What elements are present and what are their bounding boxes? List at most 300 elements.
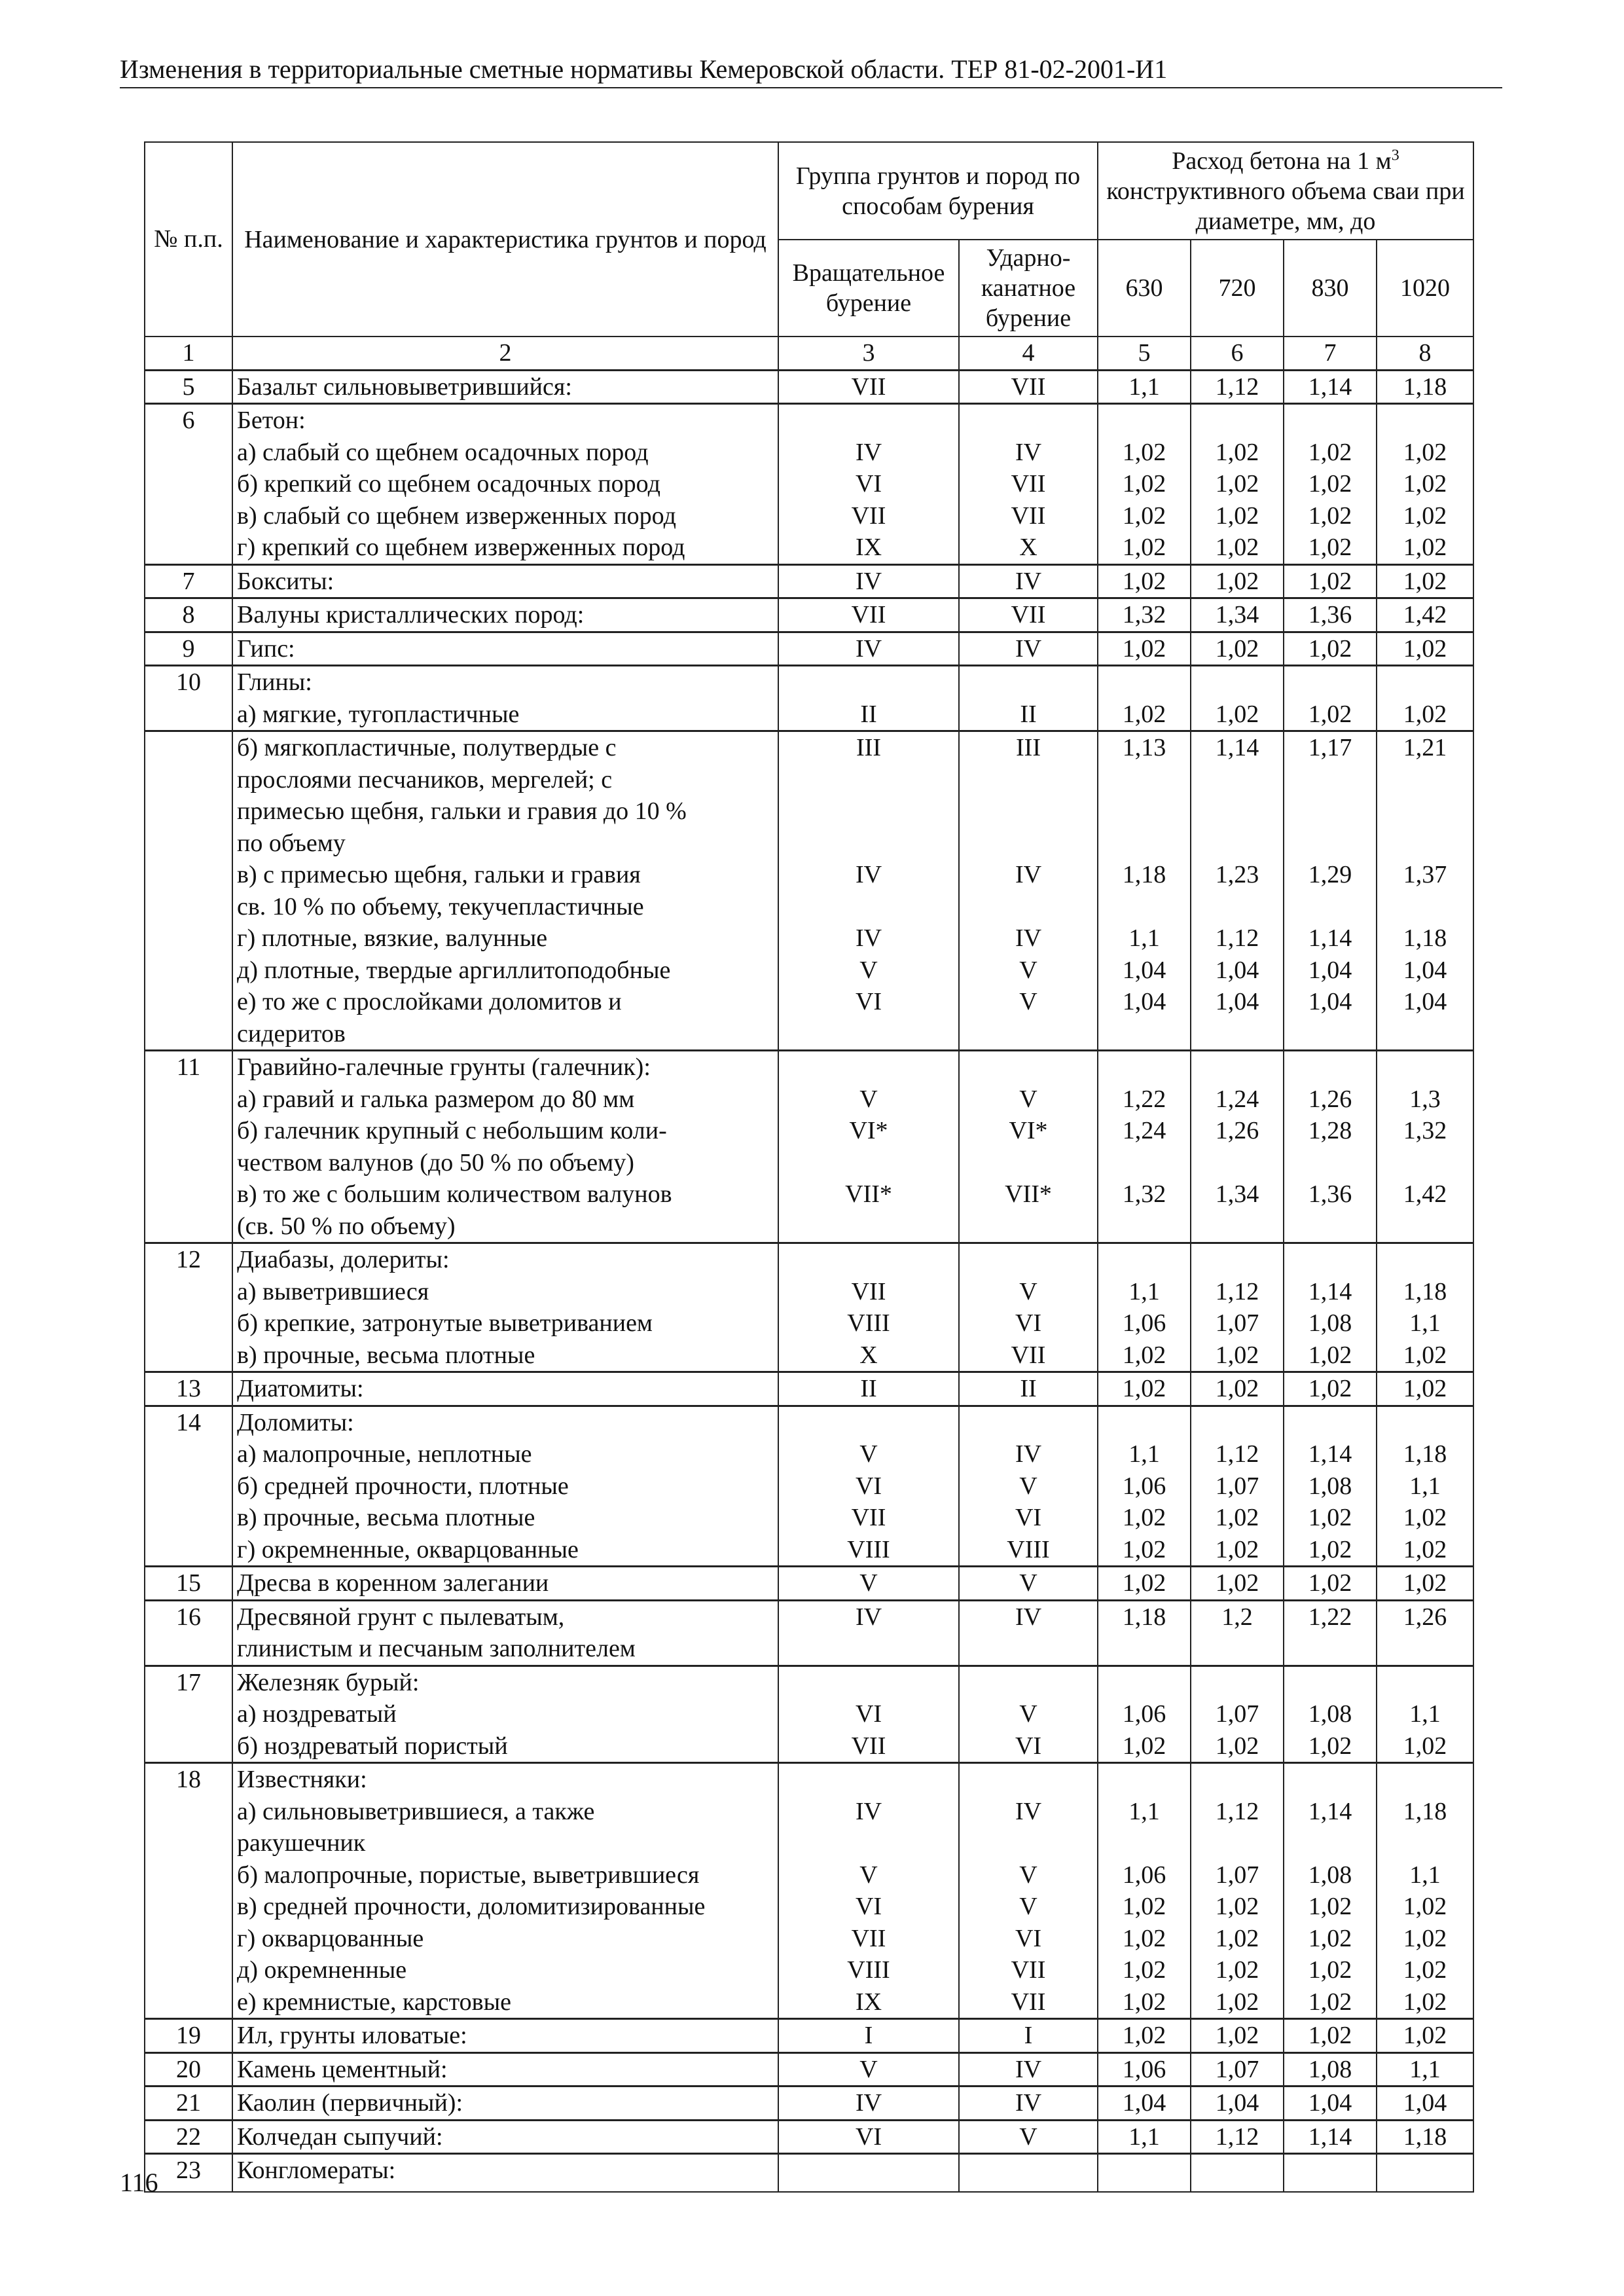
row-number: 16	[145, 1600, 232, 1666]
row-number: 10	[145, 666, 232, 731]
group-value: IV	[855, 438, 882, 466]
row-name	[232, 564, 778, 598]
col-number: 7	[1284, 337, 1377, 370]
line-text: г) окремненные, окварцованные	[237, 1535, 579, 1563]
row-name	[232, 1763, 778, 2019]
consumption-value: 1,3	[1409, 1085, 1441, 1113]
line-text: Диатомиты:	[237, 1375, 364, 1402]
consumption-value: 1,22	[1308, 1603, 1352, 1631]
consumption-value: 1,02	[1403, 470, 1447, 498]
consumption-value: 1,02	[1122, 470, 1166, 498]
consumption-cell	[1191, 564, 1284, 598]
consumption-cell	[1377, 404, 1473, 565]
consumption-value: 1,32	[1122, 601, 1166, 629]
group-value: IV	[1015, 634, 1042, 663]
group-value	[964, 1018, 1093, 1050]
group-value	[964, 1407, 1093, 1439]
consumption-cell	[1191, 2019, 1284, 2053]
consumption-value	[1288, 405, 1372, 437]
consumption-cell	[1191, 2120, 1284, 2154]
consumption-value	[1102, 1147, 1186, 1179]
table-row	[145, 1600, 1473, 1666]
group-value	[964, 405, 1093, 437]
group-value: V	[1019, 1472, 1038, 1500]
group-value	[783, 1018, 954, 1050]
consumption-value: 1,02	[1215, 1924, 1259, 1952]
group-value: VI	[855, 470, 882, 498]
line-text: Гравийно-галечные грунты (галечник):	[237, 1053, 651, 1081]
consumption-value: 1,02	[1122, 1732, 1166, 1760]
consumption-value: 1,13	[1122, 734, 1166, 761]
line-text: а) выветрившиеся	[237, 1277, 429, 1305]
consumption-cell	[1284, 2086, 1377, 2121]
row-number: 23	[145, 2154, 232, 2192]
percussion-group-cell	[959, 731, 1098, 1051]
line-text: в) средней прочности, доломитизированные	[237, 1893, 706, 1920]
consumption-cell	[1377, 1406, 1473, 1567]
group-value: II	[860, 700, 877, 728]
consumption-value: 1,18	[1403, 373, 1447, 401]
group-value: VII	[851, 1924, 886, 1952]
consumption-cell	[1377, 2086, 1473, 2121]
group-value: V	[1019, 2123, 1038, 2151]
consumption-value: 1,06	[1122, 2055, 1166, 2083]
line-text: Дресва в коренном залегании	[237, 1569, 549, 1597]
group-value: V	[859, 956, 878, 984]
consumption-value	[1381, 1211, 1469, 1243]
group-value	[783, 405, 954, 437]
row-name	[232, 632, 778, 666]
consumption-cell	[1377, 1666, 1473, 1763]
consumption-cell	[1098, 2019, 1191, 2053]
consumption-cell	[1377, 2052, 1473, 2086]
line-text: Железняк бурый:	[237, 1668, 420, 1696]
row-name	[232, 1600, 778, 1666]
consumption-value: 1,02	[1308, 1924, 1352, 1952]
table-row	[145, 1763, 1473, 2019]
rotary-group-cell	[778, 598, 959, 632]
consumption-value	[1381, 1407, 1469, 1439]
group-value: I	[864, 2022, 873, 2049]
consumption-value: 1,06	[1122, 1700, 1166, 1728]
consumption-value	[1381, 2155, 1469, 2187]
row-number: 13	[145, 1372, 232, 1406]
group-value: VI*	[849, 1117, 888, 1144]
consumption-cell	[1284, 1567, 1377, 1601]
rotary-group-cell	[778, 632, 959, 666]
consumption-value	[1102, 764, 1186, 796]
line-text: в) прочные, весьма плотные	[237, 1341, 535, 1369]
consumption-cell	[1098, 1567, 1191, 1601]
line-text: е) кремнистые, карстовые	[237, 1988, 512, 2016]
consumption-cell	[1284, 564, 1377, 598]
consumption-cell	[1377, 564, 1473, 598]
percussion-group-cell	[959, 370, 1098, 404]
group-value: VII	[851, 501, 886, 530]
consumption-cell	[1098, 1666, 1191, 1763]
rotary-group-cell	[778, 2086, 959, 2121]
header-d720: 720	[1191, 240, 1284, 337]
group-value: IV	[1015, 567, 1042, 595]
consumption-value: 1,02	[1122, 438, 1166, 466]
consumption-value: 1,02	[1308, 438, 1352, 466]
consumption-cell	[1284, 1763, 1377, 2019]
consumption-value	[1381, 1827, 1469, 1859]
group-value: VI	[1015, 1924, 1042, 1952]
consumption-value: 1,24	[1215, 1085, 1259, 1113]
consumption-value: 1,02	[1308, 2022, 1352, 2049]
consumption-cell	[1377, 1051, 1473, 1243]
consumption-value: 1,1	[1409, 1472, 1441, 1500]
consumption-value: 1,02	[1122, 567, 1166, 595]
consumption-cell	[1284, 632, 1377, 666]
rotary-group-cell	[778, 666, 959, 731]
consumption-value: 1,02	[1403, 438, 1447, 466]
consumption-value: 1,2	[1221, 1603, 1253, 1631]
consumption-value	[1102, 1667, 1186, 1699]
rotary-group-cell	[778, 731, 959, 1051]
consumption-value	[1381, 1147, 1469, 1179]
consumption-value: 1,02	[1308, 1956, 1352, 1984]
group-value: X	[859, 1341, 878, 1369]
consumption-value: 1,14	[1308, 1440, 1352, 1468]
row-number: 20	[145, 2052, 232, 2086]
consumption-cell	[1191, 731, 1284, 1051]
line-text: по объему	[237, 829, 346, 857]
table-row	[145, 1666, 1473, 1763]
consumption-value	[1288, 891, 1372, 923]
consumption-cell	[1284, 370, 1377, 404]
header-group: Группа грунтов и пород по способам бурения	[778, 142, 1098, 240]
header-d830: 830	[1284, 240, 1377, 337]
percussion-group-cell	[959, 666, 1098, 731]
percussion-group-cell	[959, 1243, 1098, 1372]
consumption-value: 1,02	[1122, 1956, 1166, 1984]
row-number: 15	[145, 1567, 232, 1601]
group-value	[964, 828, 1093, 860]
consumption-cell	[1284, 1243, 1377, 1372]
percussion-group-cell	[959, 2120, 1098, 2154]
percussion-group-cell	[959, 1600, 1098, 1666]
line-text: а) малопрочные, неплотные	[237, 1440, 532, 1468]
row-name	[232, 1243, 778, 1372]
table-row	[145, 2120, 1473, 2154]
consumption-value: 1,02	[1215, 501, 1259, 530]
line-text: г) крепкий со щебнем изверженных пород	[237, 534, 685, 561]
consumption-value: 1,02	[1403, 1569, 1447, 1597]
group-value: II	[1020, 700, 1037, 728]
percussion-group-cell	[959, 564, 1098, 598]
consumption-value: 1,02	[1122, 534, 1166, 561]
consumption-cell	[1377, 598, 1473, 632]
consumption-cell	[1377, 632, 1473, 666]
consumption-cell	[1098, 1372, 1191, 1406]
group-value: VII	[851, 1504, 886, 1531]
line-text: Доломиты:	[237, 1408, 354, 1436]
consumption-value	[1381, 764, 1469, 796]
line-text: глинистым и песчаным заполнителем	[237, 1635, 636, 1662]
group-value: VIII	[847, 1535, 890, 1563]
consumption-value: 1,37	[1403, 861, 1447, 888]
group-value: IV	[855, 634, 882, 663]
consumption-value	[1195, 1051, 1279, 1084]
consumption-value: 1,18	[1122, 861, 1166, 888]
line-text: б) галечник крупный с небольшим коли-	[237, 1117, 667, 1144]
row-number: 8	[145, 598, 232, 632]
consumption-value	[1195, 405, 1279, 437]
table-row	[145, 598, 1473, 632]
consumption-value: 1,1	[1128, 2123, 1160, 2151]
table-row	[145, 2086, 1473, 2121]
consumption-cell	[1284, 1372, 1377, 1406]
row-number	[145, 731, 232, 1051]
consumption-value	[1288, 1827, 1372, 1859]
page-number: 116	[120, 2168, 158, 2197]
consumption-value: 1,02	[1215, 1504, 1259, 1531]
line-text: примесью щебня, гальки и гравия до 10 %	[237, 797, 687, 825]
consumption-value: 1,18	[1403, 1440, 1447, 1468]
consumption-value	[1102, 1018, 1186, 1050]
group-value	[964, 1051, 1093, 1084]
group-value: V	[1019, 1085, 1038, 1113]
consumption-value: 1,1	[1128, 1277, 1160, 1305]
rotary-group-cell	[778, 2052, 959, 2086]
row-name	[232, 731, 778, 1051]
rotary-group-cell	[778, 1406, 959, 1567]
group-value: VII	[851, 373, 886, 401]
consumption-cell	[1191, 1243, 1284, 1372]
consumption-cell	[1098, 2086, 1191, 2121]
line-text: а) слабый со щебнем осадочных пород	[237, 438, 649, 466]
consumption-value	[1195, 828, 1279, 860]
consumption-value: 1,02	[1215, 470, 1259, 498]
consumption-value: 1,02	[1122, 1341, 1166, 1369]
consumption-value: 1,18	[1403, 924, 1447, 952]
consumption-value	[1381, 1667, 1469, 1699]
consumption-value: 1,07	[1215, 1472, 1259, 1500]
group-value: VIII	[1007, 1535, 1050, 1563]
group-value: X	[1019, 534, 1038, 561]
consumption-value: 1,02	[1122, 2022, 1166, 2049]
row-number: 9	[145, 632, 232, 666]
consumption-value	[1288, 828, 1372, 860]
consumption-value	[1195, 1244, 1279, 1276]
consumption-value	[1102, 1827, 1186, 1859]
header-rule	[120, 87, 1502, 88]
consumption-cell	[1098, 632, 1191, 666]
rotary-group-cell	[778, 1372, 959, 1406]
col-number: 1	[145, 337, 232, 370]
line-text: г) плотные, вязкие, валунные	[237, 924, 548, 952]
group-value: III	[856, 734, 881, 761]
line-text: б) крепкие, затронутые выветриванием	[237, 1309, 653, 1337]
line-text: Глины:	[237, 668, 312, 696]
consumption-value: 1,07	[1215, 1700, 1259, 1728]
line-text: б) малопрочные, пористые, выветрившиеся	[237, 1861, 700, 1889]
consumption-value	[1195, 2155, 1279, 2187]
group-value: IV	[1015, 924, 1042, 952]
line-text: д) окремненные	[237, 1956, 407, 1984]
line-text: Бокситы:	[237, 567, 334, 595]
group-value	[964, 2155, 1093, 2187]
consumption-value	[1288, 1051, 1372, 1084]
row-number: 19	[145, 2019, 232, 2053]
consumption-value: 1,02	[1215, 1535, 1259, 1563]
consumption-value: 1,29	[1308, 861, 1352, 888]
group-value: IV	[855, 861, 882, 888]
rotary-group-cell	[778, 1763, 959, 2019]
group-value: IV	[855, 1797, 882, 1825]
consumption-value: 1,02	[1215, 2022, 1259, 2049]
consumption-value	[1288, 1211, 1372, 1243]
consumption-value: 1,02	[1215, 1893, 1259, 1920]
group-value	[964, 1764, 1093, 1796]
rotary-group-cell	[778, 1600, 959, 1666]
consumption-cell	[1191, 404, 1284, 565]
consumption-cell	[1284, 2120, 1377, 2154]
consumption-value: 1,02	[1215, 1569, 1259, 1597]
group-value	[783, 1244, 954, 1276]
group-value: V	[859, 1085, 878, 1113]
consumption-value: 1,1	[1128, 373, 1160, 401]
page-header: Изменения в территориальные сметные нормативы Кемеровской области. ТЕР 81-02-2001-И1	[120, 54, 1168, 84]
consumption-value: 1,02	[1215, 1375, 1259, 1402]
consumption-cell	[1377, 1600, 1473, 1666]
consumption-value: 1,02	[1308, 1988, 1352, 2016]
consumption-value: 1,1	[1409, 1700, 1441, 1728]
group-value	[783, 666, 954, 699]
group-value	[783, 1147, 954, 1179]
group-value: VII	[851, 601, 886, 629]
group-value: III	[1016, 734, 1041, 761]
consumption-value: 1,42	[1403, 1180, 1447, 1208]
consumption-cell	[1284, 731, 1377, 1051]
consumption-cell	[1377, 731, 1473, 1051]
consumption-value: 1,02	[1308, 1569, 1352, 1597]
consumption-value: 1,02	[1308, 700, 1352, 728]
row-number: 6	[145, 404, 232, 565]
line-text: а) гравий и галька размером до 80 мм	[237, 1085, 635, 1113]
line-text: Гипс:	[237, 634, 295, 663]
consumption-value: 1,04	[1215, 956, 1259, 984]
consumption-cell	[1284, 2052, 1377, 2086]
group-value	[783, 764, 954, 796]
consumption-value: 1,24	[1122, 1117, 1166, 1144]
group-value	[783, 1051, 954, 1084]
consumption-value	[1381, 891, 1469, 923]
header-rotary: Вращательное бурение	[778, 240, 959, 337]
col-number: 5	[1098, 337, 1191, 370]
group-value	[783, 1667, 954, 1699]
consumption-value	[1102, 891, 1186, 923]
consumption-value	[1102, 666, 1186, 699]
line-text: (св. 50 % по объему)	[237, 1212, 456, 1240]
group-value	[783, 1407, 954, 1439]
consumption-value: 1,12	[1215, 924, 1259, 952]
consumption-value: 1,34	[1215, 601, 1259, 629]
percussion-group-cell	[959, 1406, 1098, 1567]
consumption-value: 1,02	[1403, 634, 1447, 663]
consumption-value: 1,32	[1122, 1180, 1166, 1208]
consumption-value: 1,02	[1308, 1893, 1352, 1920]
percussion-group-cell	[959, 1567, 1098, 1601]
consumption-value	[1102, 828, 1186, 860]
table-row	[145, 564, 1473, 598]
consumption-cell	[1284, 1666, 1377, 1763]
group-value: II	[1020, 1375, 1037, 1402]
consumption-value: 1,12	[1215, 2123, 1259, 2151]
consumption-value	[1288, 1407, 1372, 1439]
group-value: VI	[855, 1700, 882, 1728]
line-text: б) ноздреватый пористый	[237, 1732, 508, 1760]
group-value	[964, 1667, 1093, 1699]
consumption-value: 1,02	[1215, 1341, 1259, 1369]
group-value: V	[859, 1861, 878, 1889]
row-name	[232, 370, 778, 404]
table-row	[145, 666, 1473, 731]
row-number: 17	[145, 1666, 232, 1763]
consumption-value: 1,02	[1403, 1956, 1447, 1984]
consumption-cell	[1377, 1763, 1473, 2019]
line-text: Известняки:	[237, 1766, 367, 1793]
consumption-value	[1102, 1764, 1186, 1796]
line-text: а) сильновыветрившиеся, а также	[237, 1797, 595, 1825]
consumption-value: 1,02	[1122, 501, 1166, 530]
line-text: б) средней прочности, плотные	[237, 1472, 569, 1500]
consumption-value: 1,02	[1403, 1375, 1447, 1402]
consumption-value: 1,14	[1308, 373, 1352, 401]
group-value	[783, 1211, 954, 1243]
group-value	[964, 891, 1093, 923]
table-row	[145, 1051, 1473, 1243]
group-value	[964, 1211, 1093, 1243]
consumption-value: 1,02	[1122, 1924, 1166, 1952]
consumption-value	[1195, 891, 1279, 923]
group-value	[964, 1244, 1093, 1276]
consumption-value: 1,02	[1403, 501, 1447, 530]
group-value	[783, 1633, 954, 1665]
consumption-cell	[1284, 2154, 1377, 2192]
consumption-cell	[1284, 1600, 1377, 1666]
consumption-value: 1,04	[1403, 988, 1447, 1015]
row-number: 22	[145, 2120, 232, 2154]
group-value: VII	[851, 1277, 886, 1305]
consumption-cell	[1191, 2052, 1284, 2086]
group-value: V	[1019, 1569, 1038, 1597]
row-name	[232, 1372, 778, 1406]
group-value: VII*	[845, 1180, 892, 1208]
table-row	[145, 1243, 1473, 1372]
consumption-value	[1381, 666, 1469, 699]
consumption-value	[1102, 1211, 1186, 1243]
group-value: V	[1019, 1861, 1038, 1889]
percussion-group-cell	[959, 404, 1098, 565]
consumption-cell	[1377, 2120, 1473, 2154]
group-value	[783, 891, 954, 923]
table-row	[145, 632, 1473, 666]
consumption-value: 1,02	[1403, 1535, 1447, 1563]
consumption-value: 1,07	[1215, 1861, 1259, 1889]
consumption-value: 1,08	[1308, 1309, 1352, 1337]
consumption-value	[1195, 1633, 1279, 1665]
percussion-group-cell	[959, 2154, 1098, 2192]
table-row	[145, 1372, 1473, 1406]
consumption-value	[1195, 1407, 1279, 1439]
consumption-value: 1,02	[1215, 438, 1259, 466]
col-number: 3	[778, 337, 959, 370]
group-value: I	[1024, 2022, 1033, 2049]
line-text: д) плотные, твердые аргиллитоподобные	[237, 956, 671, 984]
